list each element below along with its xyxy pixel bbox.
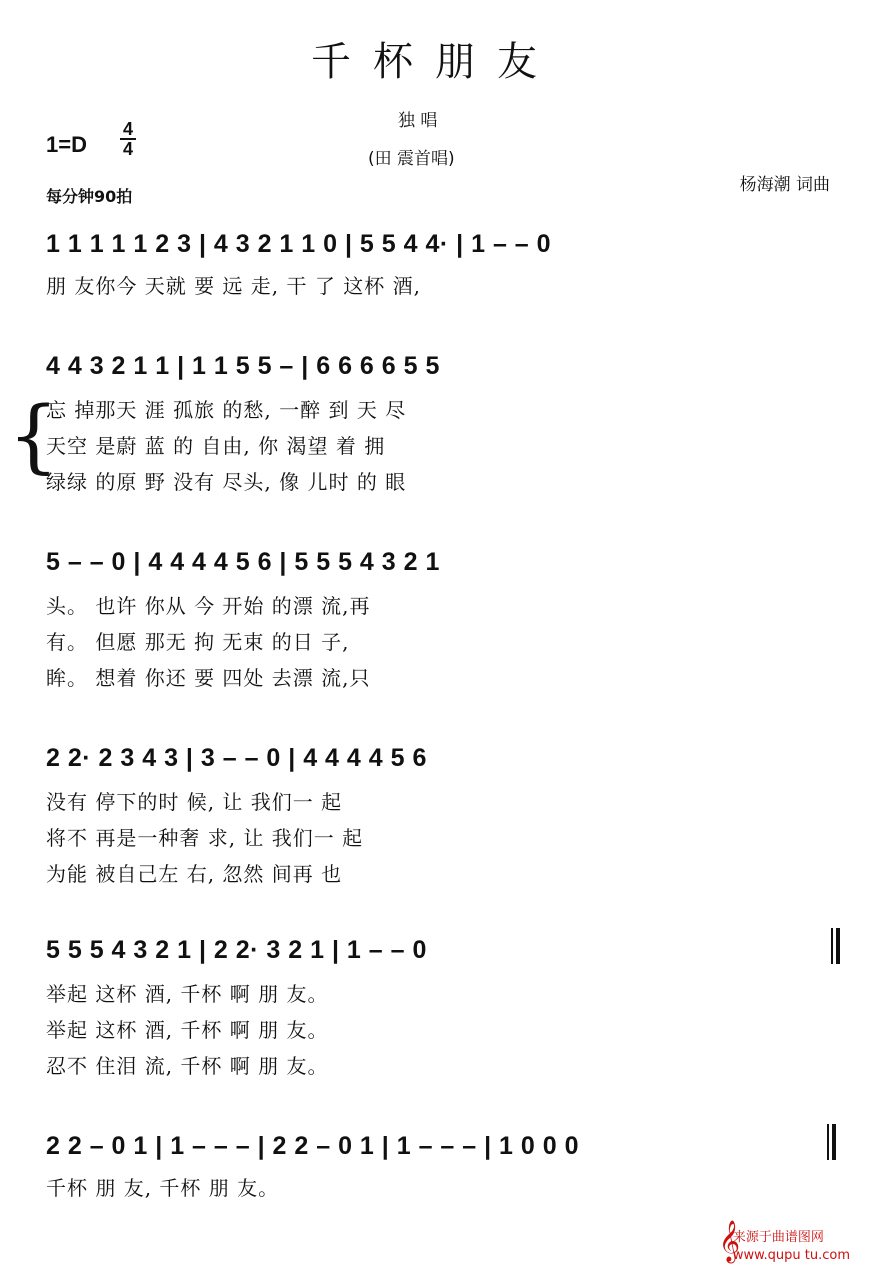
time-signature-bottom: 4 xyxy=(120,138,136,158)
lyrics-row-2-verse-3: 绿绿 的原 野 没有 尽头, 像 儿时 的 眼 xyxy=(46,470,407,494)
lyrics-row-4-verse-2: 将不 再是一种奢 求, 让 我们一 起 xyxy=(46,826,364,850)
watermark-line-1: 来源于曲谱图网 xyxy=(732,1230,824,1245)
lyrics-row-5-verse-3: 忍不 住泪 流, 千杯 啊 朋 友。 xyxy=(46,1054,329,1078)
tempo-marking: 每分钟90拍 xyxy=(46,187,133,206)
lyrics-row-2-verse-2: 天空 是蔚 蓝 的 自由, 你 渴望 着 拥 xyxy=(46,434,386,458)
time-signature-top: 4 xyxy=(122,119,133,139)
lyrics-row-3-verse-1: 头。 也许 你从 今 开始 的漂 流,再 xyxy=(46,594,371,618)
song-title: 千杯朋友 xyxy=(311,39,559,85)
lyrics-row-1-verse-1: 朋 友你今 天就 要 远 走, 干 了 这杯 酒, xyxy=(46,274,421,298)
notes-row-5: 5 5 5 4 3 2 1 | 2 2· 3 2 1 | 1 – – 0 xyxy=(46,936,427,964)
lyrics-row-5-verse-2: 举起 这杯 酒, 千杯 啊 朋 友。 xyxy=(46,1018,329,1042)
notes-row-6: 2 2 – 0 1 | 1 – – – | 2 2 – 0 1 | 1 – – – | 1 0 0 0 xyxy=(46,1132,580,1160)
repeat-barline-thin xyxy=(831,928,833,964)
repeat-barline-thick xyxy=(836,928,840,964)
final-barline-thin xyxy=(827,1124,829,1160)
lyrics-row-4-verse-1: 没有 停下的时 候, 让 我们一 起 xyxy=(46,790,343,814)
singer-credit: (田 震首唱) xyxy=(368,149,455,169)
lyrics-row-2-verse-1: 忘 掉那天 涯 孤旅 的愁, 一醉 到 天 尽 xyxy=(46,398,407,422)
lyrics-row-5-verse-1: 举起 这杯 酒, 千杯 啊 朋 友。 xyxy=(46,982,329,1006)
treble-clef-icon: 𝄞 xyxy=(718,1221,740,1262)
watermark xyxy=(733,1229,850,1265)
key-signature: 1=D xyxy=(46,132,87,157)
verse-brace: { xyxy=(8,389,59,482)
time-signature xyxy=(120,120,136,158)
composer-credit: 杨海潮 词曲 xyxy=(739,175,830,195)
notes-row-2: 4 4 3 2 1 1 | 1 1 5 5 – | 6 6 6 6 5 5 xyxy=(46,352,440,380)
watermark-line-2: www.qupu tu.com xyxy=(732,1248,850,1263)
lyrics-row-6-verse-1: 千杯 朋 友, 千杯 朋 友。 xyxy=(46,1176,280,1200)
notes-row-3: 5 – – 0 | 4 4 4 4 5 6 | 5 5 5 4 3 2 1 xyxy=(46,548,440,576)
notes-row-4: 2 2· 2 3 4 3 | 3 – – 0 | 4 4 4 4 5 6 xyxy=(46,744,427,772)
lyrics-row-3-verse-2: 有。 但愿 那无 拘 无束 的日 子, xyxy=(46,630,350,654)
subtitle: 独 唱 xyxy=(398,111,438,131)
lyrics-row-4-verse-3: 为能 被自己左 右, 忽然 间再 也 xyxy=(46,862,343,886)
final-barline-thick xyxy=(832,1124,836,1160)
notes-row-1: 1 1 1 1 1 2 3 | 4 3 2 1 1 0 | 5 5 4 4· | 1 – – 0 xyxy=(46,230,552,258)
lyrics-row-3-verse-3: 眸。 想着 你还 要 四处 去漂 流,只 xyxy=(46,666,371,690)
